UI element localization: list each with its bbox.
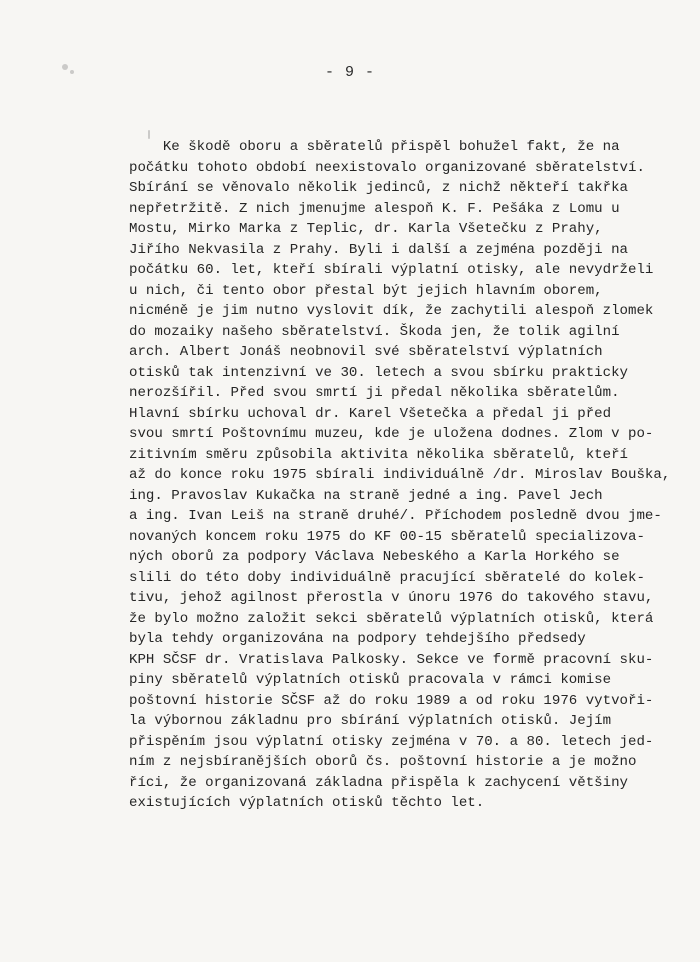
page-number: - 9 -: [324, 64, 375, 81]
text-line: až do konce roku 1975 sbírali individuálně /dr. Miroslav Bouška,: [129, 467, 671, 483]
text-line: novaných koncem roku 1975 do KF 00-15 sběratelů specializova-: [129, 528, 645, 545]
text-line: u nich, či tento obor přestal být jejich hlavním oborem,: [129, 282, 603, 299]
text-line: do mozaiky našeho sběratelství. Škoda jen, že tolik agilní: [129, 323, 620, 340]
text-line: a ing. Ivan Leiš na straně druhé/. Příchodem posledně dvou jme-: [129, 508, 662, 524]
text-line: piny sběratelů výplatních otisků pracovala v rámci komise: [129, 672, 612, 688]
text-line: KPH SČSF dr. Vratislava Palkosky. Sekce ve formě pracovní sku-: [129, 651, 654, 668]
body-text: [129, 137, 689, 814]
text-line: nicméně je jim nutno vyslovit dík, že zachytili alespoň zlomek: [129, 303, 654, 319]
text-line: říci, že organizovaná základna přispěla k zachycení většiny: [129, 774, 628, 791]
text-line: Hlavní sbírku uchoval dr. Karel Všetečka a předal ji před: [129, 405, 612, 422]
text-line: nepřetržitě. Z nich jmenujme alespoň K. F. Pešáka z Lomu u: [129, 200, 620, 217]
text-line: ných oborů za podpory Václava Nebeského a Karla Horkého se: [129, 549, 620, 565]
text-line: la výbornou základnu pro sbírání výplatních otisků. Jejím: [129, 713, 612, 729]
text-line: počátku tohoto období neexistovalo organizované sběratelství.: [129, 159, 645, 176]
text-line: nerozšířil. Před svou smrtí ji předal několika sběratelům.: [129, 385, 620, 401]
text-line: počátku 60. let, kteří sbírali výplatní otisky, ale nevydrželi: [129, 262, 654, 278]
text-line: Jiřího Nekvasila z Prahy. Byli i další a zejména později na: [129, 241, 628, 258]
text-line: přispěním jsou výplatní otisky zejména v 70. a 80. letech jed-: [129, 733, 654, 750]
text-line: arch. Albert Jonáš neobnovil své sběratelství výplatních: [129, 344, 603, 360]
text-line: ing. Pravoslav Kukačka na straně jedné a ing. Pavel Jech: [129, 487, 603, 504]
text-line: tivu, jehož agilnost přerostla v únoru 1976 do takového stavu,: [129, 590, 654, 606]
text-line: byla tehdy organizována na podpory tehdejšího předsedy: [129, 631, 586, 647]
text-line: existujících výplatních otisků těchto let.: [129, 795, 485, 811]
text-line: že bylo možno založit sekci sběratelů výplatních otisků, která: [129, 610, 654, 627]
text-line: Sbírání se věnovalo několik jedinců, z nichž někteří takřka: [129, 180, 628, 196]
text-line: Mostu, Mirko Marka z Teplic, dr. Karla Všetečku z Prahy,: [129, 221, 603, 237]
text-line: slili do této doby individuálně pracující sběratelé do kolek-: [129, 569, 645, 586]
text-line: svou smrtí Poštovnímu muzeu, kde je uložena dodnes. Zlom v po-: [129, 426, 654, 442]
text-line: Ke škodě oboru a sběratelů přispěl bohužel fakt, že na: [129, 139, 620, 155]
text-line: poštovní historie SČSF až do roku 1989 a od roku 1976 vytvoři-: [129, 692, 654, 709]
text-line: zitivním směru způsobila aktivita několika sběratelů, kteří: [129, 446, 628, 463]
text-line: otisků tak intenzivní ve 30. letech a svou sbírku prakticky: [129, 364, 628, 381]
text-line: ním z nejsbíranějších oborů čs. poštovní historie a je možno: [129, 754, 637, 770]
